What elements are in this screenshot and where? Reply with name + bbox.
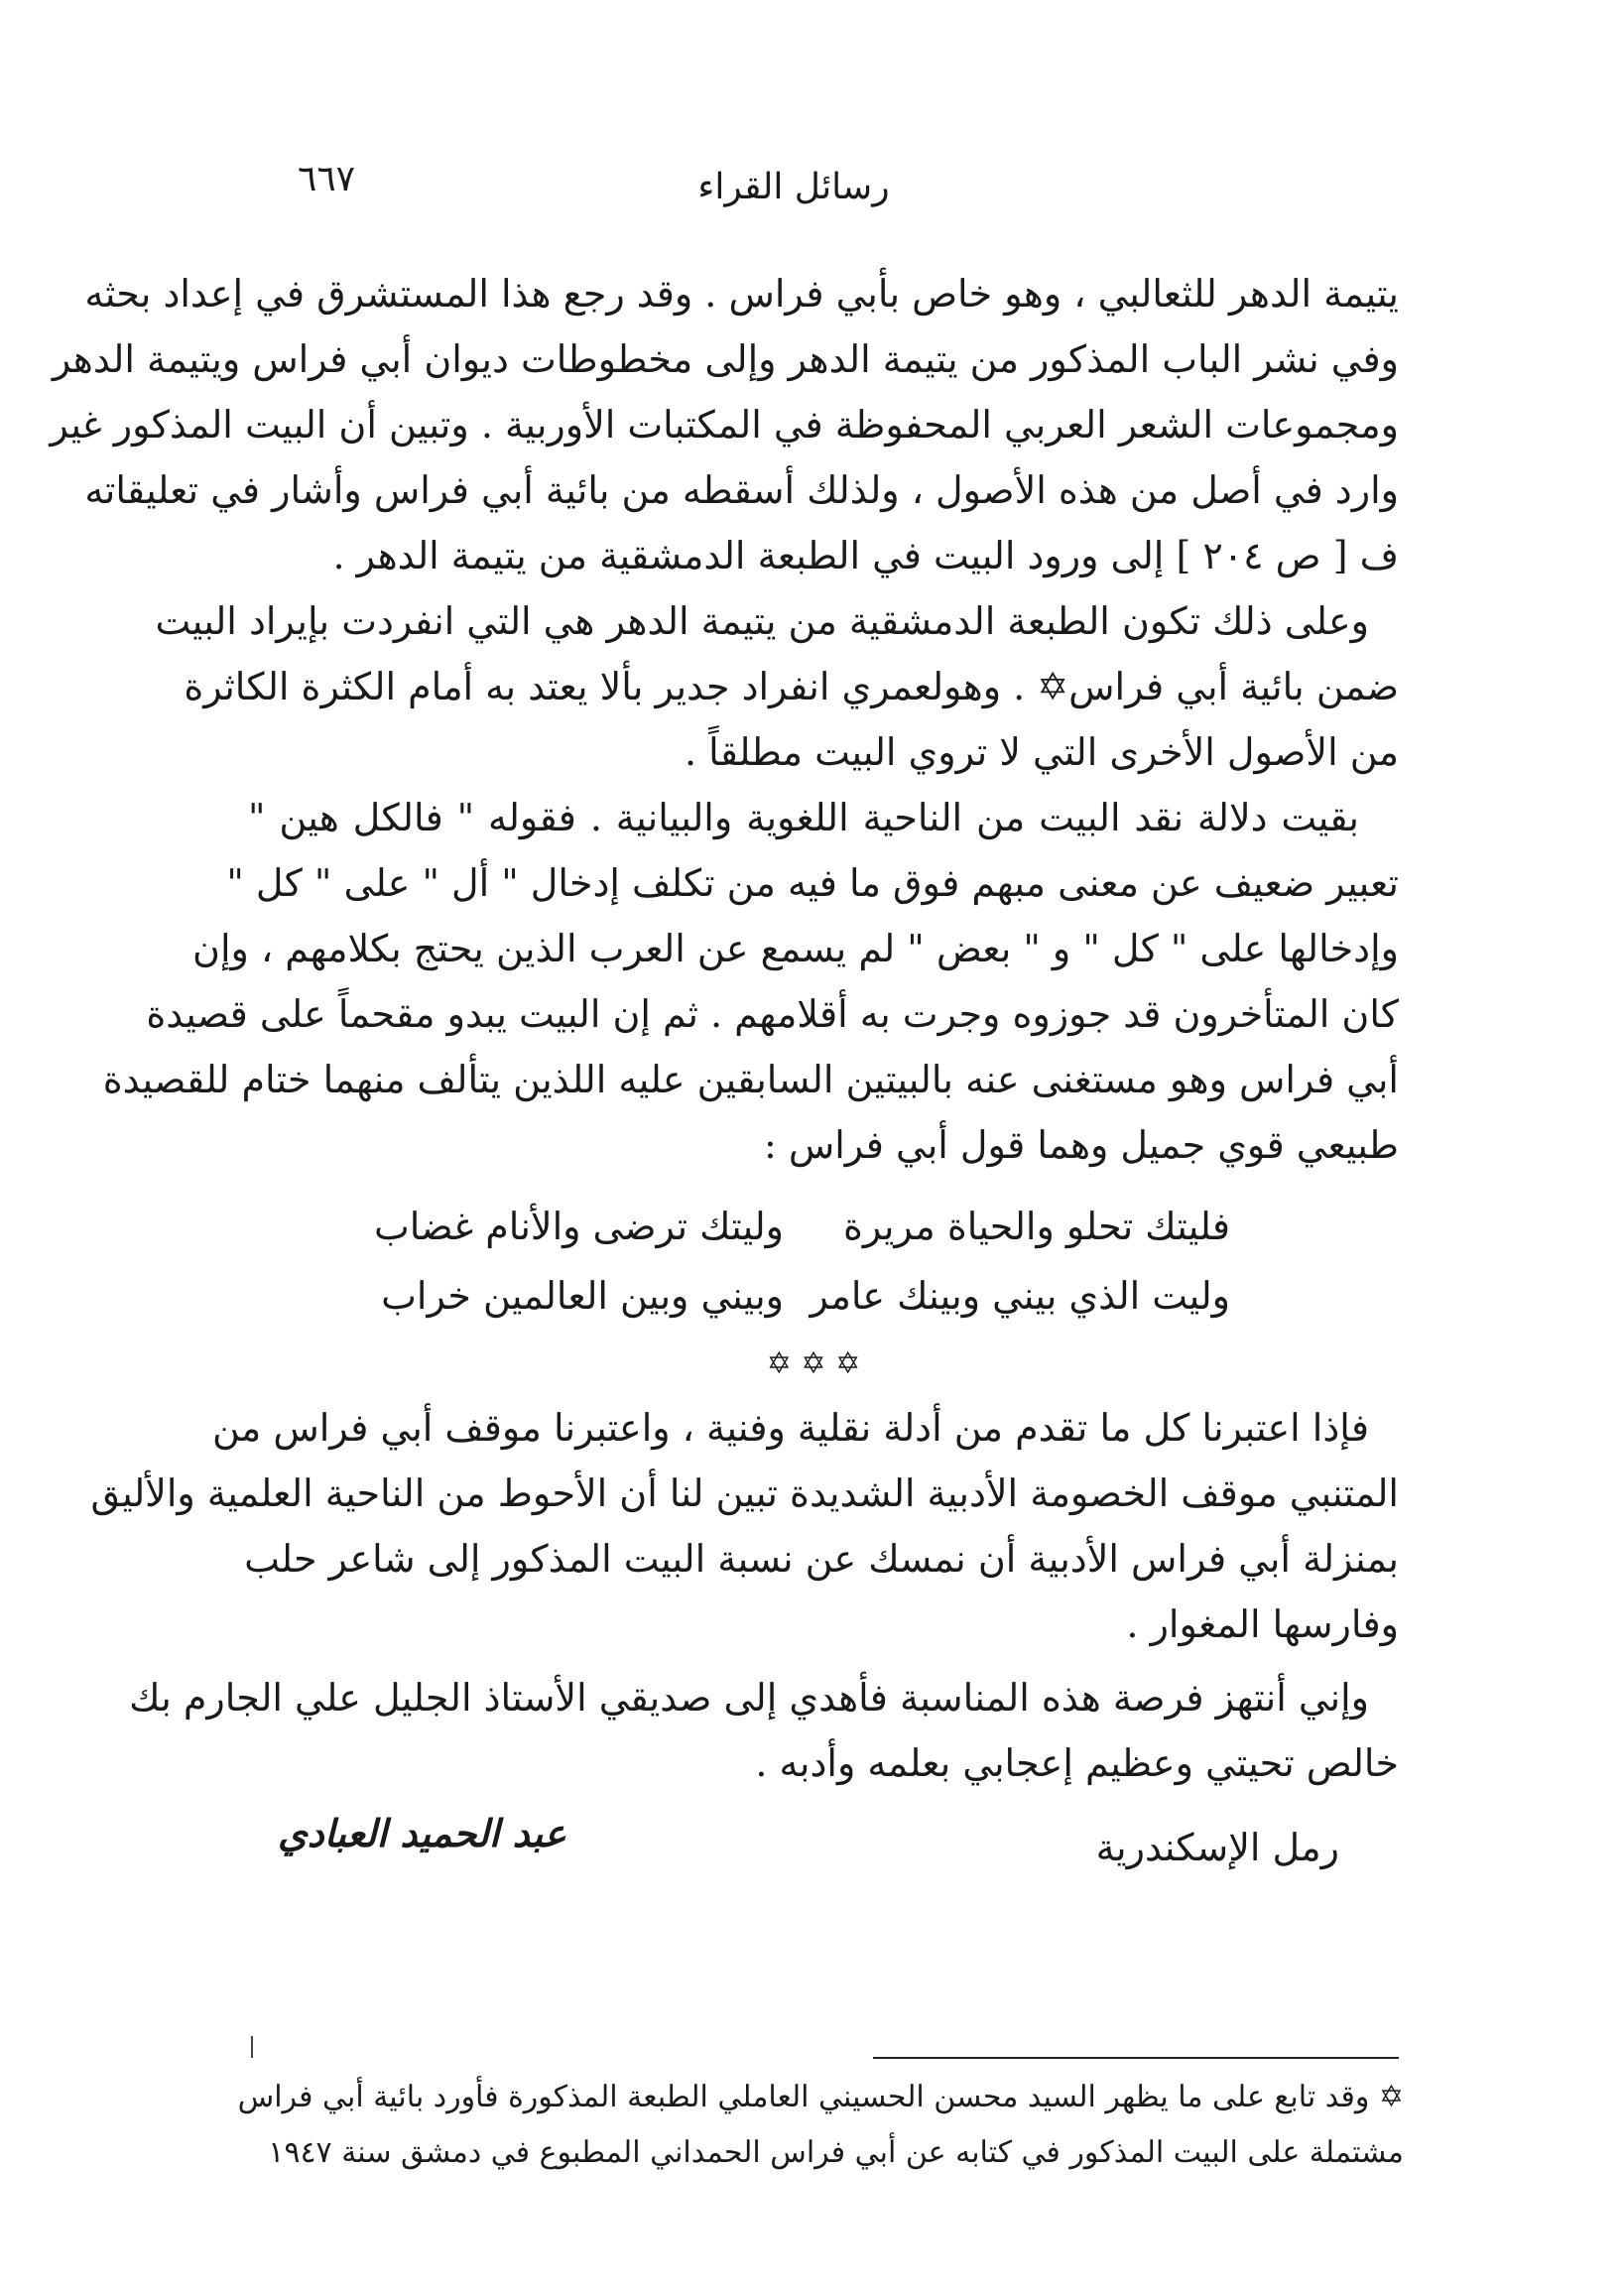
body-line: وإدخالها على " كل " و " بعض " لم يسمع عن العرب الذين يحتج بكلامهم ، وإن — [192, 927, 1399, 970]
body-line: وفارسها المغوار . — [1126, 1602, 1399, 1646]
body-line: من الأصول الأخرى التي لا تروي البيت مطلقاً . — [684, 730, 1399, 774]
verse-hemistich: وبيني وبين العالمين خراب — [381, 1274, 784, 1318]
footnote-line: مشتملة على البيت المذكور في كتابه عن أبي فراس الحمداني المطبوع في دمشق سنة ١٩٤٧ — [268, 2135, 1404, 2170]
running-header: رسائل القراء — [697, 167, 890, 207]
footnote-line: ✡ وقد تابع على ما يظهر السيد محسن الحسيني العاملي الطبعة المذكورة فأورد بائية أبي فراس — [237, 2080, 1404, 2114]
body-line: بمنزلة أبي فراس الأدبية أن نمسك عن نسبة البيت المذكور إلى شاعر حلب — [244, 1537, 1399, 1581]
body-line: فإذا اعتبرنا كل ما تقدم من أدلة نقلية وفنية ، واعتبرنا موقف أبي فراس من — [212, 1406, 1369, 1450]
footnote-rule — [873, 2057, 1399, 2059]
body-line: وارد في أصل من هذه الأصول ، ولذلك أسقطه من بائية أبي فراس وأشار في تعليقاته — [84, 468, 1399, 512]
body-line: المتنبي موقف الخصومة الأدبية الشديدة تبين لنا أن الأحوط من الناحية العلمية والأليق — [90, 1471, 1399, 1515]
body-line: بقيت دلالة نقد البيت من الناحية اللغوية والبيانية . فقوله " فالكل هين " — [248, 796, 1359, 839]
body-line: ومجموعات الشعر العربي المحفوظة في المكتبات الأوربية . وتبين أن البيت المذكور غير — [50, 403, 1399, 446]
verse-hemistich: فليتك تحلو والحياة مريرة — [842, 1205, 1230, 1248]
body-line: ف [ ص ٢٠٤ ] إلى ورود البيت في الطبعة الدمشقية من يتيمة الدهر . — [332, 534, 1399, 577]
place-of-writing: رمل الإسكندرية — [1095, 1826, 1339, 1869]
body-line: وعلى ذلك تكون الطبعة الدمشقية من يتيمة الدهر هي التي انفردت بإيراد البيت — [155, 599, 1369, 643]
verse-hemistich: وليتك ترضى والأنام غضاب — [373, 1205, 784, 1248]
body-line: أبي فراس وهو مستغنى عنه بالبيتين السابقين عليه اللذين يتألف منهما ختام للقصيدة — [102, 1058, 1399, 1101]
body-line: يتيمة الدهر للثعالبي ، وهو خاص بأبي فراس . وقد رجع هذا المستشرق في إعداد بحثه — [84, 272, 1399, 316]
body-line: ضمن بائية أبي فراس✡ . وهولعمري انفراد جدير بألا يعتد به أمام الكثرة الكاثرة — [184, 665, 1399, 708]
margin-mark — [251, 2036, 253, 2058]
body-line: خالص تحيتي وعظيم إعجابي بعلمه وأدبه . — [755, 1741, 1399, 1785]
section-asterism: ✡ ✡ ✡ — [766, 1346, 861, 1381]
verse-hemistich: وليت الذي بيني وبينك عامر — [810, 1274, 1230, 1318]
author-signature: عبد الحميد العبادي — [278, 1811, 566, 1855]
body-line: وإني أنتهز فرصة هذه المناسبة فأهدي إلى صديقي الأستاذ الجليل علي الجارم بك — [129, 1676, 1369, 1720]
body-line: طبيعي قوي جميل وهما قول أبي فراس : — [763, 1123, 1399, 1167]
body-line: كان المتأخرون قد جوزوه وجرت به أقلامهم . ثم إن البيت يبدو مقحماً على قصيدة — [146, 992, 1399, 1036]
body-line: تعبير ضعيف عن معنى مبهم فوق ما فيه من تكلف إدخال " أل " على " كل " — [226, 861, 1399, 905]
body-line: وفي نشر الباب المذكور من يتيمة الدهر وإلى مخطوطات ديوان أبي فراس ويتيمة الدهر — [52, 337, 1399, 381]
page-number: ٦٦٧ — [298, 159, 356, 199]
